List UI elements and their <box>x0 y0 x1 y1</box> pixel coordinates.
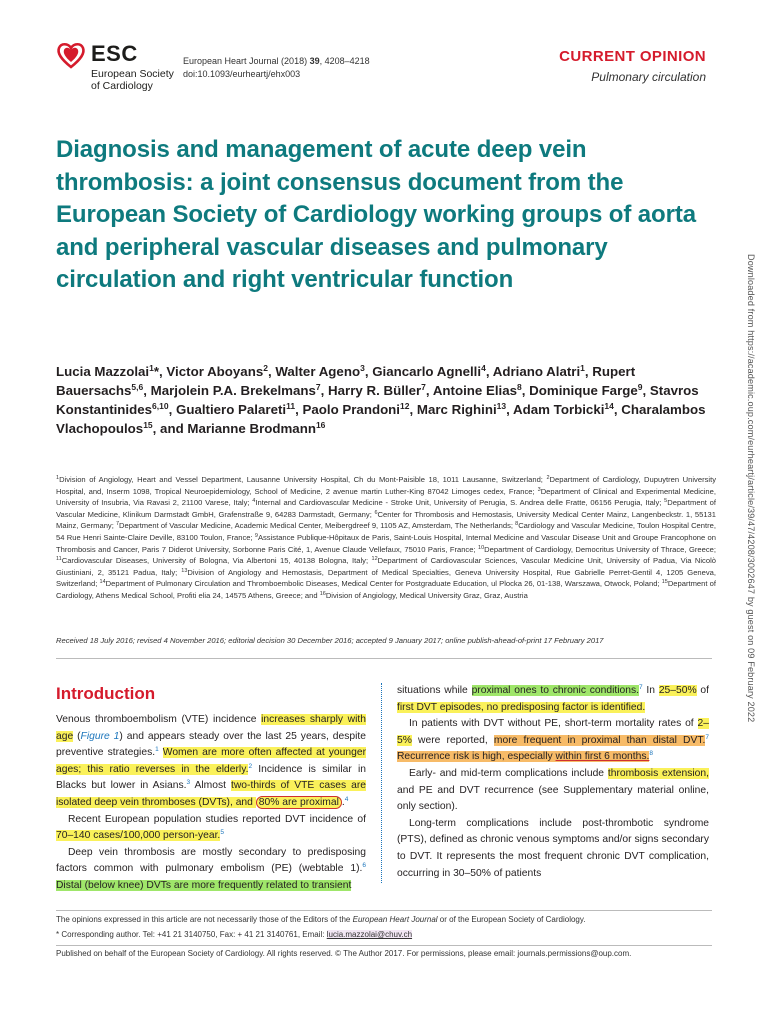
red-ink-circle: 80% are proximal <box>256 796 342 809</box>
affiliation-number: 6 <box>374 509 378 516</box>
author-name: Lucia Mazzolai <box>56 364 150 379</box>
author-name: Gualtiero Palareti <box>175 402 287 417</box>
author-affiliation-mark: 6,10 <box>152 401 169 411</box>
paragraph: Venous thromboembolism (VTE) incidence increases sharply with age (Figure 1) and appears steady over the last 25 years, despite preventive strategies.$^1$ Women are more often affected at younger ages; this ratio reverses in the elderly.$^2$ Incidence is similar in Blacks but lower in Asians.$^3$ Almost two-thirds of VTE cases are isolated deep vein thromboses (DVTs), and 80% are proximal .$^4$ <box>56 714 367 808</box>
body-column-left <box>56 712 366 895</box>
author-affiliation-mark: 11 <box>286 401 296 411</box>
author-name: Rupert Bauersachs <box>56 364 636 398</box>
article-title: Diagnosis and management of acute deep vein thrombosis: a joint consensus document from the European Society of Cardiology working groups of aorta and peripheral vascular diseases and pulmonary circulation and right ventricular function <box>56 136 696 293</box>
affiliation-number: 4 <box>252 498 256 505</box>
divider <box>56 658 712 659</box>
affiliation-text: Department of Cardiology, Dupuytren University Hospital, and, Inserm 1098, Tropical Neuroepidemiology, School of Medicine, 2 avenue martin Luther-King 87042 Limoges cedex, France; <box>56 475 716 496</box>
author-affiliation-mark: 13 <box>496 401 507 411</box>
email-link[interactable]: lucia.mazzolai@chuv.ch <box>326 930 413 939</box>
paragraph: In patients with DVT without PE, short-term mortality rates of 2–5% were reported, more frequent in proximal than distal DVT.$^7$ Recurrence risk is high, especially within first 6 months.$^8$ <box>397 718 709 763</box>
footer-copyright: Published on behalf of the European Society of Cardiology. All rights reserved. © The Author 2017. For permissions, please email: journals.permissions@oup.com. <box>56 949 632 958</box>
article-subcategory: Pulmonary circulation <box>591 70 706 84</box>
affiliation-number: 12 <box>371 556 378 563</box>
divider <box>56 910 712 911</box>
download-note: Downloaded from https://academic.oup.com/eurheartj/article/39/47/4208/3002647 by guest on 09 February 2022 <box>746 254 756 723</box>
affiliation-number: 10 <box>478 544 485 551</box>
author-name: Stavros Konstantinides <box>56 383 699 417</box>
affiliation-number: 5 <box>664 498 668 505</box>
reference-link[interactable]: 5 <box>220 829 224 837</box>
body-column-right <box>397 683 709 882</box>
author-affiliation-mark: 2 <box>263 363 268 373</box>
author-name: Adam Torbicki <box>513 402 605 417</box>
paragraph: Deep vein thrombosis are mostly secondary to predisposing factors common with pulmonary embolism (PE) (webtable 1).$^6$ Distal (below knee) DVTs are more frequently related to transient <box>56 846 366 891</box>
reference-link[interactable]: 1 <box>155 746 159 754</box>
author-name: Marjolein P.A. Brekelmans <box>150 383 316 398</box>
affiliation-number: 3 <box>537 486 541 493</box>
affiliation-number: 15 <box>661 579 668 586</box>
affiliation-text: Department of Cardiology, Athens Medical School, Profiti elia 24, 14575 Athens, Greece; and <box>56 579 716 600</box>
journal-citation: European Heart Journal (2018) 39, 4208–4218 doi:10.1093/eurheartj/ehx003 <box>183 56 370 79</box>
author-name: Marc Righini <box>416 402 497 417</box>
logo-abbreviation: ESC <box>91 41 138 66</box>
corresponding-author-mark: * <box>153 364 160 379</box>
heart-logo-icon <box>56 40 86 70</box>
affiliation-number: 1 <box>56 475 60 481</box>
footer-disclaimer: The opinions expressed in this article are not necessarily those of the Editors of the European Heart Journal or of the European Society of Cardiology. <box>56 915 586 924</box>
author-affiliation-mark: 1 <box>580 363 585 373</box>
author-name: Dominique Farge <box>529 383 638 398</box>
paragraph: Early- and mid-term complications include thrombosis extension, and PE and DVT recurrence (see Supplementary material online, only section). <box>397 767 709 813</box>
reference-link[interactable]: 4 <box>344 795 349 803</box>
received-dates: Received 18 July 2016; revised 4 November 2016; editorial decision 30 December 2016; accepted 9 January 2017; online publish-ahead-of-print 17 February 2017 <box>56 636 604 645</box>
author-affiliation-mark: 4 <box>481 363 486 373</box>
paragraph: Long-term complications include post-thrombotic syndrome (PTS), defined as chronic venous symptoms and/or signs secondary to DVT. It represents the most frequent chronic DVT complication, occurring in 30–50% of patients <box>397 817 709 879</box>
author-affiliation-mark: 1 <box>149 363 154 373</box>
affiliation-text: Department of Pulmonary Circulation and Thromboembolic Diseases, Medical Center for Postgraduate Education, ul Plocka 26, 01-138, Warszawa, Otwock, Poland; <box>105 579 662 589</box>
affiliation-number: 9 <box>254 532 258 539</box>
affiliation-text: Department of Vascular Medicine, Klinikum Darmstadt GmbH, Grafenstraße 9, 64283 Darmstadt, Germany; <box>56 498 717 519</box>
affiliation-text: Department of Cardiovascular Sciences, Vascular Medicine Unit, University of Padua, Via Nicolò Giustiniani, 2, 35121 Padua, Italy; <box>56 556 716 577</box>
esc-logo <box>56 38 186 98</box>
author-name: Victor Aboyans <box>166 364 264 379</box>
affiliation-number: 11 <box>56 556 62 563</box>
affiliation-text: Department of Cardiology, Democritus University of Thrace, Greece; <box>484 544 717 554</box>
affiliation-text: Department of Vascular Medicine, Academic Medical Center, Meibergdreef 9, 1105 AZ, Amsterdam, The Netherlands; <box>119 521 516 531</box>
author-affiliation-mark: 16 <box>315 420 326 430</box>
doi-link[interactable]: doi:10.1093/eurheartj/ehx003 <box>183 69 301 79</box>
author-affiliation-mark: 5,6 <box>131 382 144 392</box>
author-affiliation-mark: 7 <box>421 382 426 392</box>
figure-link[interactable]: Figure 1 <box>80 730 120 742</box>
affiliation-text: Internal and Cardiovascular Medicine - Stroke Unit, University of Perugia, S. Andrea delle Fratte, 06156 Perugia, Italy; <box>255 498 665 508</box>
affiliation-text: Division of Angiology, Medical University Graz, Graz, Austria <box>325 590 528 600</box>
author-affiliation-mark: 3 <box>360 363 365 373</box>
author-connector: and <box>160 421 188 436</box>
reference-link[interactable]: 8 <box>649 750 654 758</box>
author-name: Giancarlo Agnelli <box>372 364 482 379</box>
author-name: Harry R. Büller <box>328 383 422 398</box>
affiliation-number: 2 <box>546 475 550 481</box>
reference-link[interactable]: 2 <box>248 762 253 770</box>
author-affiliation-mark: 12 <box>400 401 410 411</box>
download-watermark <box>744 254 758 814</box>
author-affiliation-mark: 9 <box>637 382 643 392</box>
reference-link[interactable]: 7 <box>705 733 709 741</box>
section-heading-introduction: Introduction <box>56 684 156 703</box>
author-affiliation-mark: 8 <box>517 382 522 392</box>
affiliation-text: Center for Thrombosis and Hemostasis, University Medical Center Mainz, Langenbeckstr. 1, 55131 Mainz, Germany; <box>56 509 716 531</box>
reference-link[interactable]: 3 <box>186 779 191 787</box>
reference-link[interactable]: 6 <box>362 862 366 870</box>
author-name: Paolo Prandoni <box>302 402 401 417</box>
affiliation-text: Division of Angiology and Hemostasis, Department of Medical Specialties, Geneva University Hospital, Rue Gabrielle Perret-Gentil 4, 1205 Geneva, Switzerland; <box>56 567 716 589</box>
author-affiliation-mark: 7 <box>315 382 321 392</box>
paragraph: Recent European population studies reported DVT incidence of 70–140 cases/100,000 person-year.$^5$ <box>56 813 366 842</box>
author-list: Lucia Mazzolai$^1$*, Victor Aboyans$^2$, Walter Ageno$^3$, Giancarlo Agnelli$^4$, Adriano Alatri$^1$, Rupert Bauersachs$^{5,6}$, Marjolein P.A. Brekelmans$^7$, Harry R. Büller$^7$, Antoine Elias$^8$, Dominique Farge$^9$, Stavros Konstantinides$^{6,10}$, Gualtiero Palareti$^{11}$, Paolo Prandoni$^{12}$, Marc Righini$^{13}$, Adam Torbicki$^{14}$, Charalambos Vlachopoulos$^{15}$, and Marianne Brodmann$^{16}$ <box>56 363 706 436</box>
author-affiliation-mark: 15 <box>143 420 153 430</box>
affiliation-number: 8 <box>515 521 519 528</box>
margin-annotation-line <box>381 683 382 883</box>
affiliation-text: Division of Angiology, Heart and Vessel Department, Lausanne University Hospital, Ch du Mont-Paisible 18, 1011 Lausanne, Switzerland; <box>59 475 547 484</box>
author-affiliation-mark: 14 <box>604 401 614 411</box>
article-category: CURRENT OPINION <box>559 48 706 65</box>
affiliation-text: Cardiology and Vascular Medicine, Toulon Hospital Centre, 54 Rue Henri Sainte-Claire Deville, 83100 Toulon, France; <box>56 521 716 542</box>
divider <box>56 945 712 946</box>
logo-society-name: European Society of Cardiology <box>91 68 174 92</box>
author-name: Antoine Elias <box>432 383 518 398</box>
author-name: Charalambos Vlachopoulos <box>56 402 706 436</box>
author-name: Marianne Brodmann <box>187 421 316 436</box>
affiliation-text: Assistance Publique-Hôpitaux de Paris, Saint-Louis Hospital, Internal Medicine and Vascular Disease Unit and Groupe Francophone on Thrombosis and Cancer, Paris 7 Diderot University, Sorbonne Paris Cité, 1, Avenue Claude Vellefaux, 75010 Paris, France; <box>56 532 716 554</box>
affiliation-text: Cardiovascular Diseases, University of Bologna, Via Albertoni 15, 40138 Bologna, Italy; <box>61 556 372 566</box>
affiliation-text: Department of Clinical and Experimental Medicine, University of Insubria, Via Ravasi 2, 21100 Varese, Italy; <box>56 486 716 508</box>
affiliation-number: 7 <box>115 521 120 528</box>
footer-corresponding-author: * Corresponding author. Tel: +41 21 3140750, Fax: + 41 21 3140761, Email: lucia.mazzolai@chuv.ch <box>56 930 413 939</box>
affiliation-number: 14 <box>99 579 106 586</box>
author-name: Walter Ageno <box>275 364 361 379</box>
affiliation-number: 16 <box>319 590 326 597</box>
affiliation-number: 13 <box>181 567 188 574</box>
affiliations <box>56 474 716 602</box>
paragraph: situations while proximal ones to chronic conditions.$^7$ In 25–50% of first DVT episodes, no predisposing factor is identified. <box>397 684 709 713</box>
reference-link[interactable]: 7 <box>639 684 643 691</box>
author-name: Adriano Alatri <box>492 364 581 379</box>
